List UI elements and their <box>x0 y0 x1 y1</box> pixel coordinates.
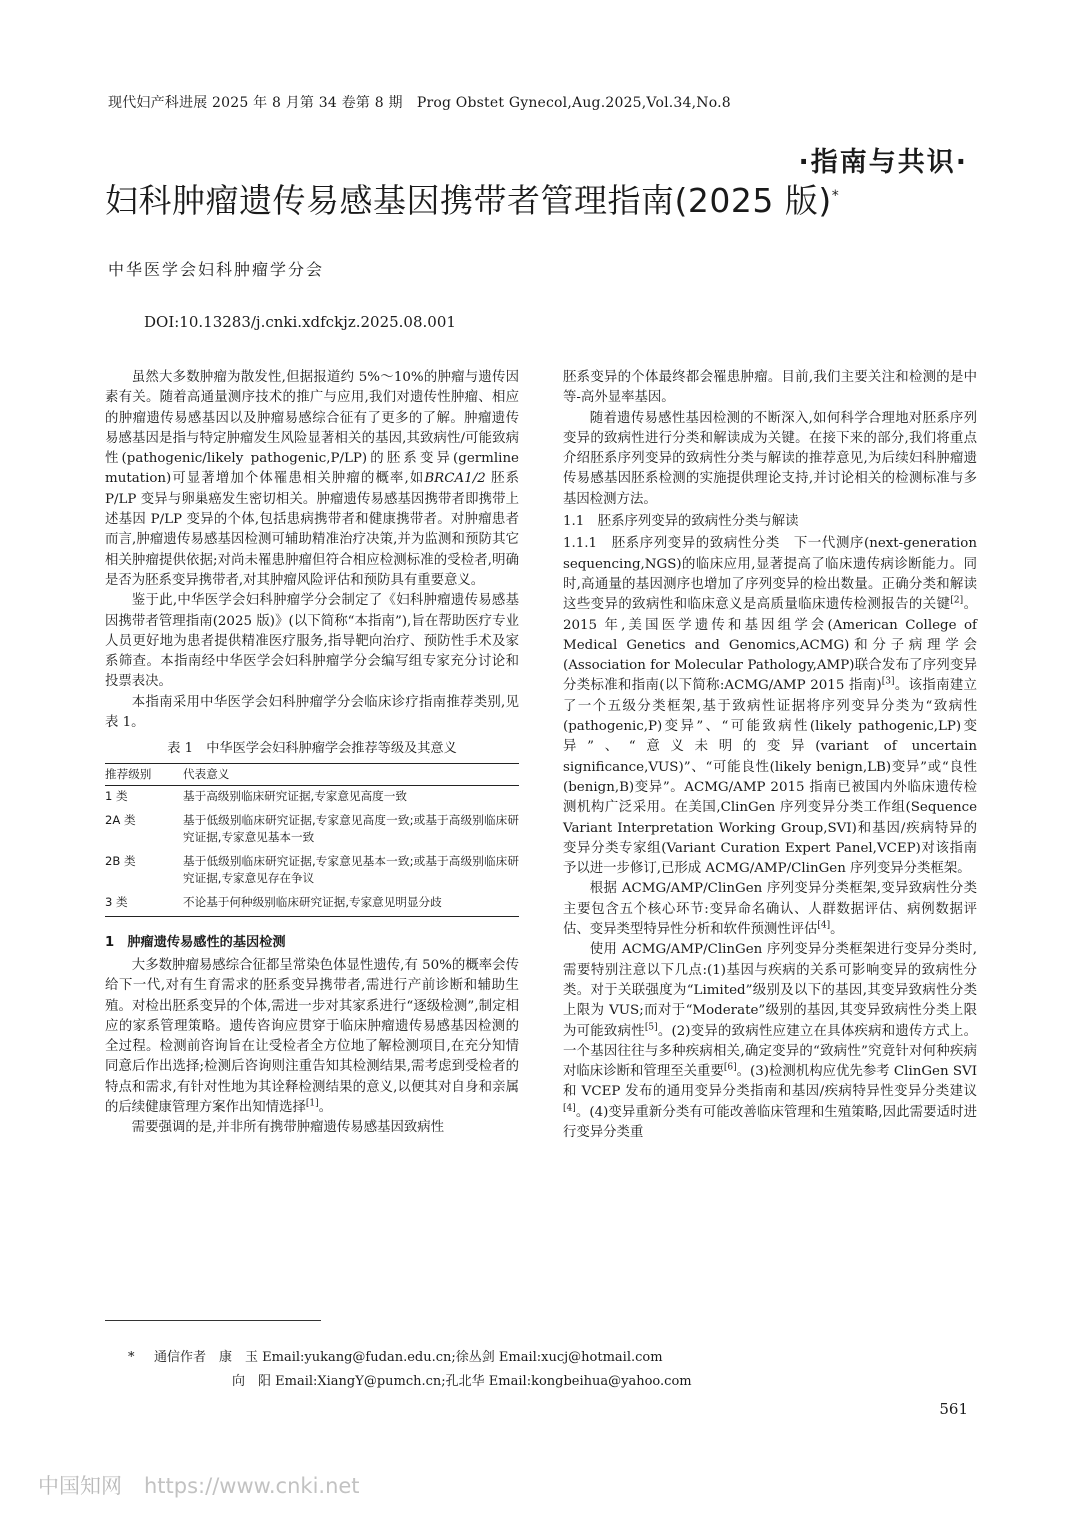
citation[interactable]: [2] <box>950 595 964 606</box>
table-row <box>105 851 519 892</box>
citation[interactable]: [1] <box>305 1098 319 1109</box>
paragraph-framework <box>563 879 977 940</box>
title-text: 妇科肿瘤遗传易感基因携带者管理指南(2025 版) <box>105 181 832 220</box>
paragraph-continued: 胚系变异的个体最终都会罹患肿瘤。目前,我们主要关注和检测的是中等-高外显率基因。 <box>563 370 977 406</box>
paragraph-text: 下一代测序(next-generation sequencing,NGS)的临床应用,显著提高了临床遗传病诊断能力。同时,高通量的基因测序也增加了序列变异的检出数量。正确分类和解读这些变异的致病性和临床意义是高质量临床遗传检测报告的关键 <box>563 536 977 613</box>
left-column <box>105 368 519 1139</box>
table-cell: 3 类 <box>105 894 128 909</box>
table-cell: 1 类 <box>105 788 128 803</box>
table-row <box>105 785 519 810</box>
paragraph-text: 。2015 年,美国医学遗传和基因组学会(American College of Medical Genetics and Genomics,ACMG)和分子病理学会(Association for Molecular Pathology,AMP)联合发布了序列变异分类标准和指南(以下简称:ACMG/AMP 2015 指南) <box>563 597 978 694</box>
paragraph-purpose: 鉴于此,中华医学会妇科肿瘤学分会制定了《妇科肿瘤遗传易感基因携带者管理指南(2025 版)》(以下简称“本指南”),旨在帮助医疗专业人员更好地为患者提供精准医疗服务,指导靶向治疗、预防性手术及家系筛查。本指南经中华医学会妇科肿瘤学分会编写组专家充分讨论和投票表决。 <box>105 593 519 690</box>
table-header: 推荐级别 <box>105 763 183 785</box>
table-cell: 2A 类 <box>105 812 136 827</box>
table-caption: 表 1 中华医学会妇科肿瘤学会推荐等级及其意义 <box>167 741 457 757</box>
subsection-heading: 1.1 胚系序列变异的致病性分类与解读 <box>563 514 799 530</box>
footnote-line-1 <box>128 1346 663 1365</box>
table-header-row <box>105 763 519 785</box>
right-column <box>563 368 977 1143</box>
paragraph-text: 使用 ACMG/AMP/ClinGen 序列变异分类框架进行变异分类时,需要特别注意以下几点:(1)基因与疾病的关系可影响变异的致病性分类。对于关联强度为“Limited”级别及以下的基因,其变异致病性分类上限为 VUS;而对于“Moderate”级别的基因,其变异致病性分类上限为可能致病性 <box>563 942 977 1039</box>
paragraph-text: 大多数肿瘤易感综合征都呈常染色体显性遗传,有 50%的概率会传给下一代,对有生育需求的胚系变异携带者,需进行产前诊断和辅助生殖。对检出胚系变异的个体,需进一步对其家系进行“逐级检测”,制定相应的家系管理策略。遗传咨询应贯穿于临床肿瘤遗传易感基因检测的全过程。检测前咨询旨在让受检者全方位地了解检测项目,在充分知情同意后作出选择;检测后咨询则注重告知其检测结果,需考虑到受检者的特点和需求,有针对性地为其诠释检测结果的意义,以便其对自身和亲属的后续健康管理方案作出知情选择 <box>105 957 519 1116</box>
table-header: 代表意义 <box>183 763 519 785</box>
page-number: 561 <box>939 1400 968 1418</box>
paragraph-text: 。该指南建立了一个五级分类框架,基于致病性证据将序列变异分类为“致病性(pathogenic,P)变异”、“可能致病性(likely pathogenic,LP)变异”、“意义未明的变异(variant of uncertain significance,VUS)”、“可能良性(likely benign,LB)变异”或“良性(benign,B)变异”。ACMG/AMP 2015 指南已被国内外临床遗传检测机构广泛采用。在美国,ClinGen 序列变异分类工作组(Sequence Variant Interpretation Working Group,SVI)和基因/疾病特异的变异分类专家组(Variant Curation Expert Panel,VCEP)对该指南予以进一步修订,已形成 ACMG/AMP/ClinGen 序列变异分类框架。 <box>563 678 978 877</box>
table-cell: 基于低级别临床研究证据,专家意见高度一致;或基于高级别临床研究证据,专家意见基本一致 <box>183 812 519 844</box>
paragraph-text: 。(4)变异重新分类有可能改善临床管理和生殖策略,因此需要适时进行变异分类重 <box>563 1104 977 1140</box>
paragraph-text: 根据 ACMG/AMP/ClinGen 序列变异分类框架,变异致病性分类主要包含五个核心环节:变异命名确认、人群数据评估、病例数据评估、变异类型特异性分析和软件预测性评估 <box>563 881 977 938</box>
paragraph-text: 。 <box>318 1100 332 1116</box>
paragraph-text: 虽然大多数肿瘤为散发性,但据报道约 5%～10%的肿瘤与遗传因素有关。随着高通量测序技术的推广与应用,我们对遗传性肿瘤、相应的肿瘤遗传易感基因以及肿瘤易感综合征有了更多的了解。肿瘤遗传易感基因是指与特定肿瘤发生风险显著相关的基因,其致病性/可能致病性(pathogenic/likely pathogenic,P/LP)的胚系变异(germline mutation)可显著增加个体罹患相关肿瘤的概率,如 <box>105 370 519 487</box>
watermark-brand: 中国知网 <box>38 1474 122 1498</box>
gene-name: BRCA1/2 <box>424 471 486 487</box>
author-line: 中华医学会妇科肿瘤学分会 <box>108 260 325 279</box>
paragraph-text: 。(3)检测机构应优先参考 ClinGen SVI 和 VCEP 发布的通用变异分类指南和基因/疾病特异性变异分类建议 <box>563 1064 978 1100</box>
table-cell: 不论基于何种级别临床研究证据,专家意见明显分歧 <box>183 894 442 909</box>
citation[interactable]: [4] <box>563 1103 576 1114</box>
paragraph-table-ref: 本指南采用中华医学会妇科肿瘤学分会临床诊疗指南推荐类别,见表 1。 <box>105 694 519 731</box>
subsubsection-heading: 1.1.1 胚系序列变异的致病性分类 <box>563 536 780 552</box>
paragraph-interpretation: 随着遗传易感性基因检测的不断深入,如何科学合理地对胚系序列变异的致病性进行分类和解读成为关键。在接下来的部分,我们将重点介绍胚系序列变异的致病性分类与解读的推荐意见,为后续妇科肿瘤遗传易感基因胚系检测的实施提供理论支持,并讨论相关的检测标准与多基因检测方法。 <box>563 410 977 507</box>
paragraph-section1 <box>105 956 519 1118</box>
article-title <box>105 175 965 222</box>
table-cell: 基于低级别临床研究证据,专家意见基本一致;或基于高级别临床研究证据,专家意见存在争议 <box>183 853 519 885</box>
table-cell: 基于高级别临床研究证据,专家意见高度一致 <box>183 788 407 803</box>
footnote-marker: * <box>128 1350 135 1365</box>
citation[interactable]: [5] <box>644 1022 658 1033</box>
paragraph-emphasis: 需要强调的是,并非所有携带肿瘤遗传易感基因致病性 <box>131 1120 445 1136</box>
paragraph-text: 。(2)变异的致病性应建立在具体疾病和遗传方式上。一个基因往往与多种疾病相关,确定变异的“致病性”究竟针对何种疾病对临床诊断和管理至关重要 <box>563 1023 978 1080</box>
title-footnote-mark: * <box>831 188 840 204</box>
section-heading: 1 肿瘤遗传易感性的基因检测 <box>105 934 286 950</box>
footnote-divider <box>105 1320 321 1321</box>
footnote-text: 通信作者 康 玉 Email:yukang@fudan.edu.cn;徐丛剑 Email:xucj@hotmail.com <box>154 1350 663 1365</box>
footnote-line-2: 向 阳 Email:XiangY@pumch.cn;孔北华 Email:kongbeihua@yahoo.com <box>232 1374 692 1389</box>
paragraph-intro <box>105 368 519 591</box>
table-row <box>105 892 519 917</box>
section-tag: ·指南与共识· <box>798 147 968 178</box>
paragraph-text: 。 <box>830 922 844 938</box>
citation[interactable]: [3] <box>881 676 895 687</box>
journal-header: 现代妇产科进展 2025 年 8 月第 34 卷第 8 期 Prog Obstet Gynecol,Aug.2025,Vol.34,No.8 <box>108 95 731 111</box>
doi[interactable]: DOI:10.13283/j.cnki.xdfckjz.2025.08.001 <box>144 313 456 331</box>
table-cell: 2B 类 <box>105 853 136 868</box>
watermark-url[interactable]: https://www.cnki.net <box>144 1474 360 1498</box>
paragraph-text: 胚系 P/LP 变异与卵巢癌发生密切相关。肿瘤遗传易感基因携带者即携带上述基因 P/LP 变异的个体,包括患病携带者和健康携带者。对肿瘤患者而言,肿瘤遗传易感基因检测可辅助精准治疗决策,并为监测和预防其它相关肿瘤提供依据;对尚未罹患肿瘤但符合相应检测标准的受检者,明确是否为胚系变异携带者,对其肿瘤风险评估和预防具有重要意义。 <box>105 471 520 588</box>
paragraph-notes <box>563 940 977 1143</box>
citation[interactable]: [6] <box>723 1062 737 1073</box>
citation[interactable]: [4] <box>817 920 831 931</box>
paragraph-classification <box>563 534 977 879</box>
recommendation-table <box>105 763 519 917</box>
table-row <box>105 810 519 851</box>
watermark <box>38 1470 360 1500</box>
